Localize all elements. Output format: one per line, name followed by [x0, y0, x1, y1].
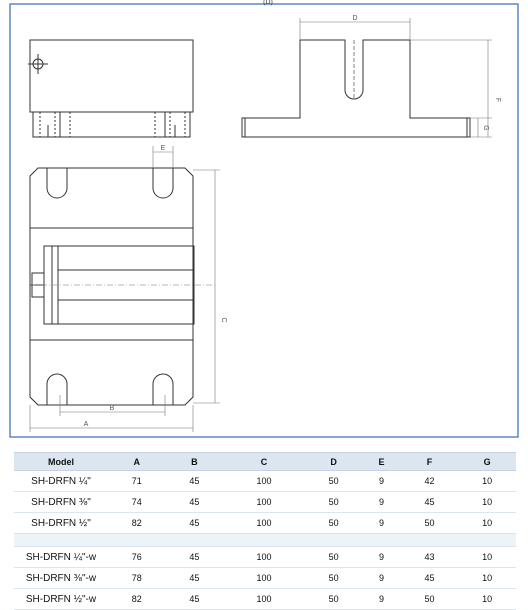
cell-f: 45	[401, 568, 459, 589]
cell-model: SH-DRFN ⅜"	[14, 492, 108, 513]
front-view	[28, 40, 193, 137]
side-view	[242, 40, 470, 137]
cell-e: 9	[362, 471, 400, 492]
cell-g: 10	[458, 513, 516, 534]
column-header-a: A	[108, 453, 166, 471]
cell-model: SH-DRFN ¼"	[14, 471, 108, 492]
cell-b: 45	[166, 492, 224, 513]
cell-model: SH-DRFN ½"	[14, 513, 108, 534]
cell-b: 45	[166, 471, 224, 492]
cell-b: 45	[166, 568, 224, 589]
cell-a: 76	[108, 547, 166, 568]
cell-c: 100	[223, 471, 305, 492]
table-spacer-row	[14, 534, 516, 547]
cell-model: SH-DRFN ⅜"-w	[14, 568, 108, 589]
cell-a: 74	[108, 492, 166, 513]
cell-e: 9	[362, 589, 400, 610]
cell-g: 10	[458, 492, 516, 513]
cell-e: 9	[362, 568, 400, 589]
cell-d: 50	[305, 589, 363, 610]
dim-label-e: E	[160, 145, 166, 152]
table-row	[14, 471, 516, 492]
table-header-row	[14, 453, 516, 471]
cell-model: SH-DRFN ¼"-w	[14, 547, 108, 568]
column-header-model: Model	[14, 453, 108, 471]
cell-b: 45	[166, 513, 224, 534]
cell-a: 71	[108, 471, 166, 492]
dim-label-d: D	[352, 15, 358, 22]
column-header-d: D	[305, 453, 363, 471]
table-row	[14, 492, 516, 513]
dim-label-c: C	[220, 317, 227, 323]
cell-f: 50	[401, 513, 459, 534]
cell-d: 50	[305, 513, 363, 534]
cell-g: 10	[458, 568, 516, 589]
dim-label-a: A	[83, 421, 89, 428]
table-row	[14, 547, 516, 568]
cell-b: 45	[166, 547, 224, 568]
cell-f: 50	[401, 589, 459, 610]
dim-label-b: B	[109, 405, 115, 412]
specifications-table	[14, 452, 516, 610]
column-header-b: B	[166, 453, 224, 471]
cell-a: 78	[108, 568, 166, 589]
top-partial-label: (D)	[263, 0, 273, 6]
table-row	[14, 513, 516, 534]
cell-d: 50	[305, 568, 363, 589]
cell-e: 9	[362, 547, 400, 568]
cell-d: 50	[305, 492, 363, 513]
table-row	[14, 568, 516, 589]
cell-g: 10	[458, 589, 516, 610]
cell-d: 50	[305, 547, 363, 568]
cell-c: 100	[223, 547, 305, 568]
cell-a: 82	[108, 589, 166, 610]
cell-e: 9	[362, 513, 400, 534]
dim-label-g: G	[482, 125, 489, 131]
cell-e: 9	[362, 492, 400, 513]
table-row	[14, 589, 516, 610]
cell-model: SH-DRFN ½"-w	[14, 589, 108, 610]
cell-c: 100	[223, 589, 305, 610]
cell-g: 10	[458, 471, 516, 492]
cell-c: 100	[223, 513, 305, 534]
cell-a: 82	[108, 513, 166, 534]
top-view	[30, 168, 194, 405]
column-header-c: C	[223, 453, 305, 471]
drawing-frame	[10, 4, 518, 437]
side-view-dimensions	[300, 18, 492, 137]
column-header-f: F	[401, 453, 459, 471]
column-header-e: E	[362, 453, 400, 471]
cell-b: 45	[166, 589, 224, 610]
cell-f: 42	[401, 471, 459, 492]
cell-f: 43	[401, 547, 459, 568]
cell-f: 45	[401, 492, 459, 513]
cell-c: 100	[223, 492, 305, 513]
column-header-g: G	[458, 453, 516, 471]
cell-c: 100	[223, 568, 305, 589]
cell-d: 50	[305, 471, 363, 492]
dim-label-f: F	[494, 97, 501, 103]
cell-g: 10	[458, 547, 516, 568]
